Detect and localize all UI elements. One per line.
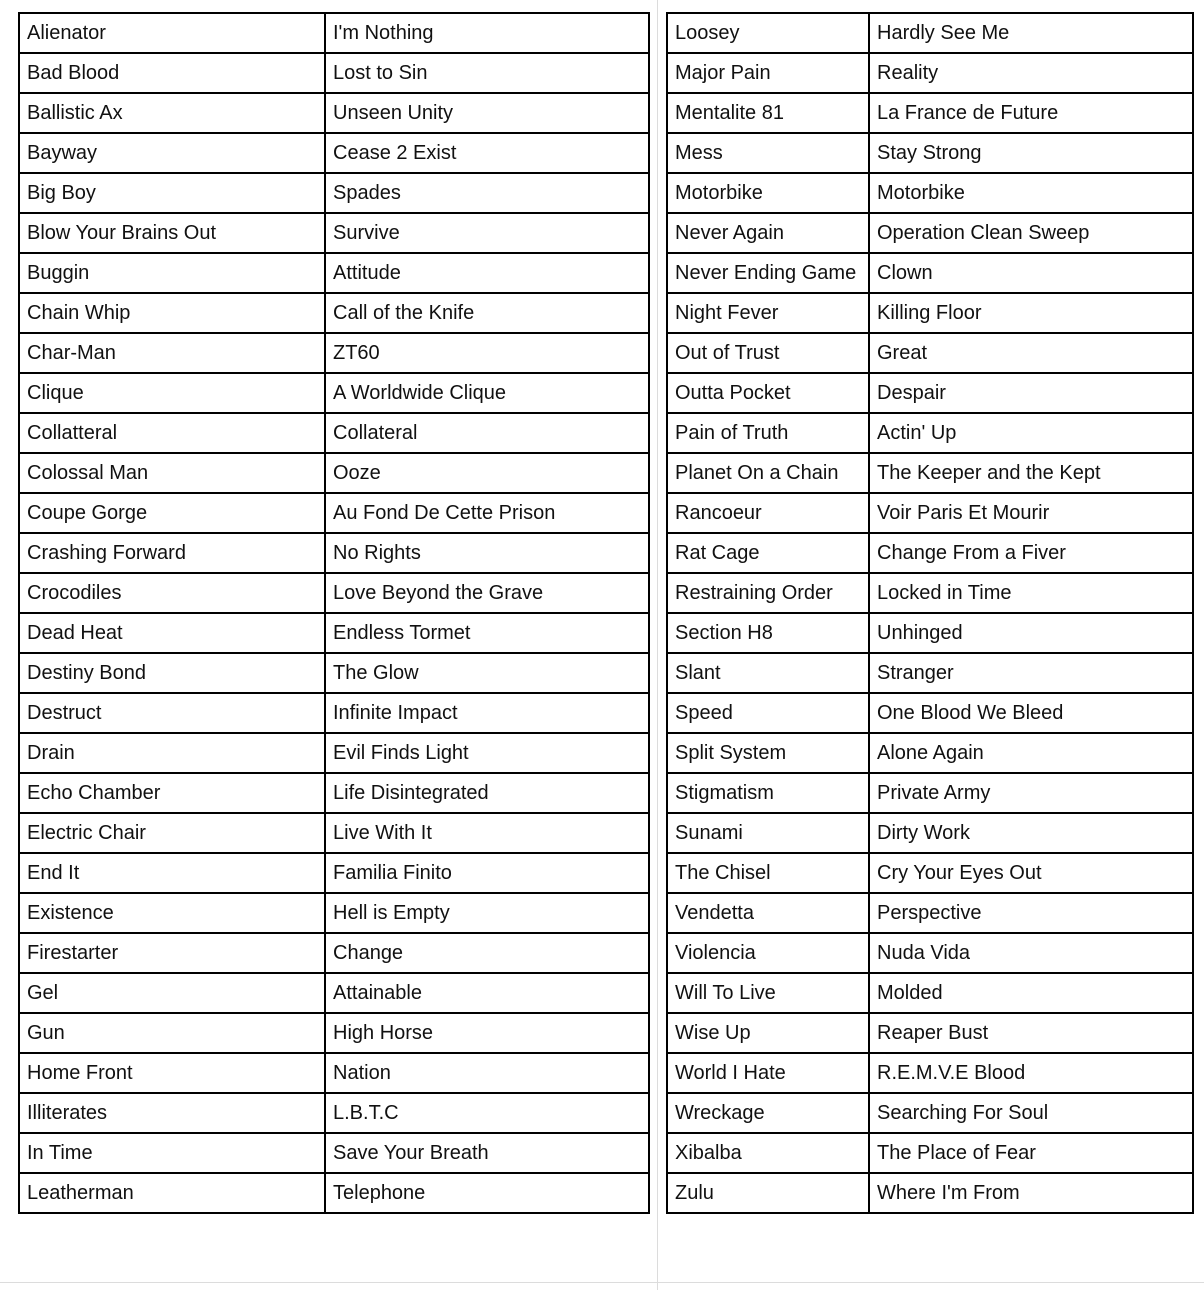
song-title-cell[interactable]: Private Army [869, 773, 1193, 813]
song-title-cell[interactable]: The Glow [325, 653, 649, 693]
table-row [667, 213, 1193, 253]
table-row [19, 173, 649, 213]
song-title-cell[interactable]: Hell is Empty [325, 893, 649, 933]
left-table [18, 12, 650, 1214]
song-title-cell[interactable]: Attainable [325, 973, 649, 1013]
band-name-cell[interactable]: Illiterates [19, 1093, 325, 1133]
song-title-cell[interactable]: Killing Floor [869, 293, 1193, 333]
song-title-cell[interactable]: High Horse [325, 1013, 649, 1053]
band-name-cell[interactable]: Zulu [667, 1173, 869, 1213]
song-title-cell[interactable]: ZT60 [325, 333, 649, 373]
band-name-cell[interactable]: Coupe Gorge [19, 493, 325, 533]
band-name-cell[interactable]: Sunami [667, 813, 869, 853]
table-row [19, 373, 649, 413]
song-title-cell[interactable]: Searching For Soul [869, 1093, 1193, 1133]
band-name-cell[interactable]: Crocodiles [19, 573, 325, 613]
song-title-cell[interactable]: Cry Your Eyes Out [869, 853, 1193, 893]
band-name-cell[interactable]: Destiny Bond [19, 653, 325, 693]
table-row [19, 453, 649, 493]
band-name-cell[interactable]: Slant [667, 653, 869, 693]
table-row [19, 933, 649, 973]
table-row [667, 813, 1193, 853]
band-name-cell[interactable]: Split System [667, 733, 869, 773]
table-row [667, 93, 1193, 133]
song-title-cell[interactable]: Love Beyond the Grave [325, 573, 649, 613]
song-title-cell[interactable]: A Worldwide Clique [325, 373, 649, 413]
table-row [667, 53, 1193, 93]
table-row [667, 493, 1193, 533]
table-row [667, 373, 1193, 413]
table-row [19, 413, 649, 453]
song-title-cell[interactable]: Operation Clean Sweep [869, 213, 1193, 253]
table-row [19, 1053, 649, 1093]
band-name-cell[interactable]: Collatteral [19, 413, 325, 453]
table-row [19, 1173, 649, 1213]
song-title-cell[interactable]: R.E.M.V.E Blood [869, 1053, 1193, 1093]
band-name-cell[interactable]: Rat Cage [667, 533, 869, 573]
band-name-cell[interactable]: In Time [19, 1133, 325, 1173]
band-name-cell[interactable]: Blow Your Brains Out [19, 213, 325, 253]
song-title-cell[interactable]: Dirty Work [869, 813, 1193, 853]
table-row [667, 13, 1193, 53]
band-name-cell[interactable]: Will To Live [667, 973, 869, 1013]
band-name-cell[interactable]: Ballistic Ax [19, 93, 325, 133]
song-title-cell[interactable]: Reaper Bust [869, 1013, 1193, 1053]
band-name-cell[interactable]: Buggin [19, 253, 325, 293]
table-row [667, 133, 1193, 173]
band-name-cell[interactable]: Firestarter [19, 933, 325, 973]
gridline [0, 1282, 1204, 1283]
song-title-cell[interactable]: Infinite Impact [325, 693, 649, 733]
table-row [667, 653, 1193, 693]
song-title-cell[interactable]: Clown [869, 253, 1193, 293]
table-row [667, 413, 1193, 453]
table-row [667, 933, 1193, 973]
band-name-cell[interactable]: Motorbike [667, 173, 869, 213]
song-title-cell[interactable]: The Place of Fear [869, 1133, 1193, 1173]
table-row [19, 693, 649, 733]
table-row [667, 173, 1193, 213]
song-title-cell[interactable]: Motorbike [869, 173, 1193, 213]
band-name-cell[interactable]: Colossal Man [19, 453, 325, 493]
table-row [667, 1133, 1193, 1173]
band-name-cell[interactable]: Loosey [667, 13, 869, 53]
band-name-cell[interactable]: Bad Blood [19, 53, 325, 93]
band-name-cell[interactable]: Clique [19, 373, 325, 413]
song-title-cell[interactable]: Unseen Unity [325, 93, 649, 133]
song-title-cell[interactable]: Endless Tormet [325, 613, 649, 653]
band-name-cell[interactable]: Planet On a Chain [667, 453, 869, 493]
song-title-cell[interactable]: Survive [325, 213, 649, 253]
song-title-cell[interactable]: Alone Again [869, 733, 1193, 773]
table-row [19, 493, 649, 533]
table-row [667, 453, 1193, 493]
table-row [19, 53, 649, 93]
table-row [19, 13, 649, 53]
band-name-cell[interactable]: Stigmatism [667, 773, 869, 813]
band-name-cell[interactable]: Dead Heat [19, 613, 325, 653]
band-name-cell[interactable]: Night Fever [667, 293, 869, 333]
band-name-cell[interactable]: Leatherman [19, 1173, 325, 1213]
band-name-cell[interactable]: Rancoeur [667, 493, 869, 533]
table-row [667, 1053, 1193, 1093]
song-title-cell[interactable]: Where I'm From [869, 1173, 1193, 1213]
song-title-cell[interactable]: Au Fond De Cette Prison [325, 493, 649, 533]
song-title-cell[interactable]: One Blood We Bleed [869, 693, 1193, 733]
table-row [19, 973, 649, 1013]
song-title-cell[interactable]: No Rights [325, 533, 649, 573]
band-name-cell[interactable]: Xibalba [667, 1133, 869, 1173]
table-row [667, 293, 1193, 333]
band-name-cell[interactable]: Char-Man [19, 333, 325, 373]
band-name-cell[interactable]: The Chisel [667, 853, 869, 893]
band-name-cell[interactable]: Vendetta [667, 893, 869, 933]
table-row [19, 133, 649, 173]
table-row [19, 653, 649, 693]
band-name-cell[interactable]: Major Pain [667, 53, 869, 93]
table-row [667, 253, 1193, 293]
song-title-cell[interactable]: Voir Paris Et Mourir [869, 493, 1193, 533]
band-name-cell[interactable]: Destruct [19, 693, 325, 733]
band-name-cell[interactable]: Home Front [19, 1053, 325, 1093]
song-title-cell[interactable]: Evil Finds Light [325, 733, 649, 773]
song-title-cell[interactable]: Live With It [325, 813, 649, 853]
table-row [19, 333, 649, 373]
song-title-cell[interactable]: Life Disintegrated [325, 773, 649, 813]
band-name-cell[interactable]: Wise Up [667, 1013, 869, 1053]
band-name-cell[interactable]: Never Again [667, 213, 869, 253]
table-row [667, 1093, 1193, 1133]
table-row [667, 573, 1193, 613]
band-name-cell[interactable]: Mentalite 81 [667, 93, 869, 133]
table-row [667, 1013, 1193, 1053]
song-title-cell[interactable]: Locked in Time [869, 573, 1193, 613]
song-title-cell[interactable]: Spades [325, 173, 649, 213]
table-row [667, 693, 1193, 733]
table-row [19, 93, 649, 133]
table-row [19, 573, 649, 613]
song-title-cell[interactable]: La France de Future [869, 93, 1193, 133]
table-row [19, 1133, 649, 1173]
table-row [667, 613, 1193, 653]
band-name-cell[interactable]: World I Hate [667, 1053, 869, 1093]
gridline [657, 0, 658, 1290]
band-name-cell[interactable]: Electric Chair [19, 813, 325, 853]
song-title-cell[interactable]: Unhinged [869, 613, 1193, 653]
song-title-cell[interactable]: Molded [869, 973, 1193, 1013]
table-row [667, 973, 1193, 1013]
band-name-cell[interactable]: Gun [19, 1013, 325, 1053]
table-row [19, 293, 649, 333]
table-row [667, 1173, 1193, 1213]
right-table [666, 12, 1194, 1214]
song-title-cell[interactable]: I'm Nothing [325, 13, 649, 53]
table-row [19, 613, 649, 653]
band-name-cell[interactable]: Section H8 [667, 613, 869, 653]
band-name-cell[interactable]: Bayway [19, 133, 325, 173]
song-title-cell[interactable]: Actin' Up [869, 413, 1193, 453]
table-row [19, 813, 649, 853]
song-title-cell[interactable]: Change From a Fiver [869, 533, 1193, 573]
band-name-cell[interactable]: Wreckage [667, 1093, 869, 1133]
table-row [19, 533, 649, 573]
band-name-cell[interactable]: Chain Whip [19, 293, 325, 333]
table-row [19, 213, 649, 253]
band-name-cell[interactable]: Gel [19, 973, 325, 1013]
band-name-cell[interactable]: Drain [19, 733, 325, 773]
song-title-cell[interactable]: The Keeper and the Kept [869, 453, 1193, 493]
song-title-cell[interactable]: Attitude [325, 253, 649, 293]
table-row [19, 253, 649, 293]
table-row [667, 893, 1193, 933]
table-row [667, 853, 1193, 893]
song-title-cell[interactable]: Stay Strong [869, 133, 1193, 173]
song-title-cell[interactable]: L.B.T.C [325, 1093, 649, 1133]
song-title-cell[interactable]: Familia Finito [325, 853, 649, 893]
band-name-cell[interactable]: Out of Trust [667, 333, 869, 373]
band-name-cell[interactable]: Echo Chamber [19, 773, 325, 813]
song-title-cell[interactable]: Reality [869, 53, 1193, 93]
band-name-cell[interactable]: Restraining Order [667, 573, 869, 613]
song-title-cell[interactable]: Cease 2 Exist [325, 133, 649, 173]
band-name-cell[interactable]: Existence [19, 893, 325, 933]
song-title-cell[interactable]: Change [325, 933, 649, 973]
song-title-cell[interactable]: Ooze [325, 453, 649, 493]
table-row [667, 333, 1193, 373]
band-name-cell[interactable]: Never Ending Game [667, 253, 869, 293]
song-title-cell[interactable]: Perspective [869, 893, 1193, 933]
song-title-cell[interactable]: Telephone [325, 1173, 649, 1213]
band-name-cell[interactable]: Alienator [19, 13, 325, 53]
band-name-cell[interactable]: Crashing Forward [19, 533, 325, 573]
band-name-cell[interactable]: Outta Pocket [667, 373, 869, 413]
band-name-cell[interactable]: Pain of Truth [667, 413, 869, 453]
table-row [19, 1013, 649, 1053]
table-row [19, 1093, 649, 1133]
table-row [667, 733, 1193, 773]
table-row [667, 533, 1193, 573]
song-title-cell[interactable]: Nation [325, 1053, 649, 1093]
song-title-cell[interactable]: Collateral [325, 413, 649, 453]
table-row [19, 853, 649, 893]
song-title-cell[interactable]: Save Your Breath [325, 1133, 649, 1173]
song-title-cell[interactable]: Great [869, 333, 1193, 373]
song-title-cell[interactable]: Call of the Knife [325, 293, 649, 333]
table-row [19, 893, 649, 933]
band-name-cell[interactable]: Mess [667, 133, 869, 173]
band-name-cell[interactable]: End It [19, 853, 325, 893]
band-name-cell[interactable]: Speed [667, 693, 869, 733]
song-title-cell[interactable]: Stranger [869, 653, 1193, 693]
song-title-cell[interactable]: Hardly See Me [869, 13, 1193, 53]
band-name-cell[interactable]: Big Boy [19, 173, 325, 213]
song-title-cell[interactable]: Despair [869, 373, 1193, 413]
song-title-cell[interactable]: Nuda Vida [869, 933, 1193, 973]
table-row [667, 773, 1193, 813]
table-row [19, 733, 649, 773]
band-name-cell[interactable]: Violencia [667, 933, 869, 973]
table-row [19, 773, 649, 813]
song-title-cell[interactable]: Lost to Sin [325, 53, 649, 93]
